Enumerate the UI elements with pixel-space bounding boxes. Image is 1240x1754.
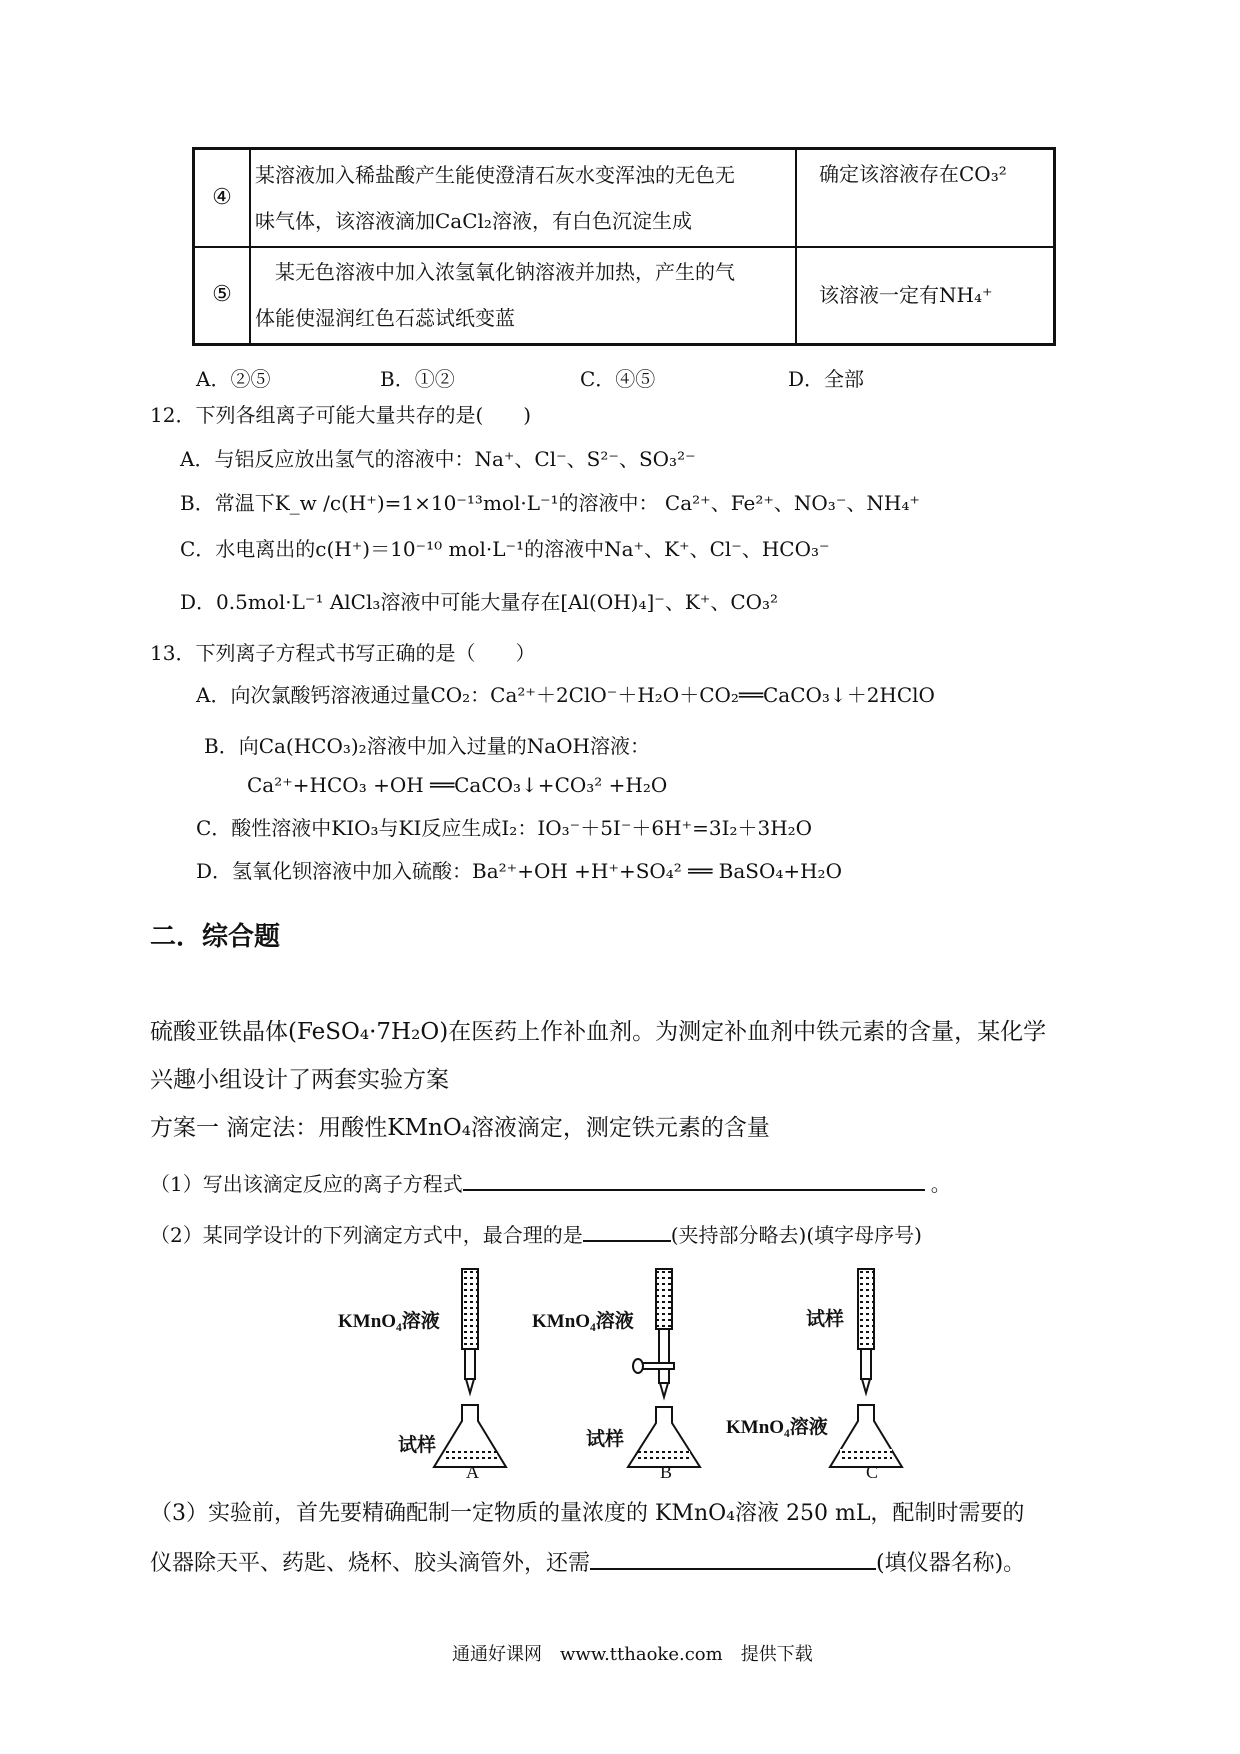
setup-b (628, 1269, 700, 1467)
q12-option-d: D．0.5mol·L⁻¹ AlCl₃溶液中可能大量存在[Al(OH)₄]⁻、K⁺、CO₃² (180, 590, 779, 614)
caption-b: B (660, 1462, 673, 1482)
q11-option-c: C．④⑤ (580, 367, 656, 391)
answer-blank-3[interactable] (590, 1546, 876, 1570)
row-conclusion: 确定该溶液存在CO₃² (796, 149, 1055, 247)
sub-question-3-line2 (150, 1542, 1025, 1586)
burette-b-tip (660, 1383, 668, 1397)
options-table (192, 147, 1056, 346)
row-description (250, 247, 796, 345)
table-row (194, 247, 1055, 345)
burette-a (462, 1269, 478, 1349)
sub-question-3-text: 仪器除天平、药匙、烧杯、胶头滴管外，还需 (150, 1551, 591, 1576)
q12-option-a: A．与铝反应放出氢气的溶液中：Na⁺、Cl⁻、S²⁻、SO₃²⁻ (180, 447, 696, 471)
flask-c-solution (840, 1449, 892, 1463)
page-footer: 通通好课网 www.tthaoke.com 提供下载 (452, 1644, 813, 1665)
intro-line: 硫酸亚铁晶体(FeSO₄·7H₂O)在医药上作补血剂。为测定补血剂中铁元素的含量，某化学 (150, 1019, 1047, 1045)
q13-option-a: A．向次氯酸钙溶液通过量CO₂：Ca²⁺＋2ClO⁻＋H₂O＋CO₂══CaCO₃↓＋2HClO (196, 683, 935, 707)
intro-line: 兴趣小组设计了两套实验方案 (150, 1067, 449, 1093)
burette-a-tip (466, 1379, 474, 1393)
caption-c: C (866, 1462, 879, 1482)
label-c-top: 试样 (806, 1309, 845, 1330)
q11-option-a: A．②⑤ (196, 367, 271, 391)
description-line: 某溶液加入稀盐酸产生能使澄清石灰水变浑浊的无色无 (255, 162, 735, 187)
sub-question-1-text: （1）写出该滴定反应的离子方程式 (150, 1172, 463, 1196)
stopcock-b-handle (633, 1359, 643, 1373)
q11-option-d: D．全部 (788, 367, 865, 391)
q12-option-b: B．常温下K_w /c(H⁺)=1×10⁻¹³mol·L⁻¹的溶液中： Ca²⁺、Fe²⁺、NO₃⁻、NH₄⁺ (180, 491, 920, 515)
row-number: ⑤ (194, 247, 251, 345)
q13-option-d: D．氢氧化钡溶液中加入硫酸：Ba²⁺+OH +H⁺+SO₄² ══ BaSO₄+H₂O (196, 859, 842, 883)
sub-question-3-tail: (填仪器名称)。 (876, 1551, 1026, 1576)
q11-option-b: B．①② (380, 367, 455, 391)
q13-option-c: C．酸性溶液中KIO₃与KI反应生成I₂：IO₃⁻＋5I⁻＋6H⁺=3I₂＋3H₂O (196, 816, 813, 840)
q13-option-b-equation: Ca²⁺+HCO₃ +OH ══CaCO₃↓+CO₃² +H₂O (247, 773, 668, 797)
description-line: 味气体，该溶液滴加CaCl₂溶液，有白色沉淀生成 (255, 208, 692, 233)
answer-blank-2[interactable] (583, 1218, 671, 1242)
burette-a-tube (465, 1349, 475, 1379)
sub-question-1 (150, 1167, 951, 1199)
table-row (194, 149, 1055, 247)
row-description (250, 149, 796, 247)
q12-stem: 12．下列各组离子可能大量共存的是( ) (150, 403, 532, 427)
description-line: 体能使湿润红色石蕊试纸变蓝 (255, 306, 515, 331)
burette-c-tip (862, 1379, 870, 1393)
sub-question-3-line1: （3）实验前，首先要精确配制一定物质的量浓度的 KMnO₄溶液 250 mL，配制时需要的 (150, 1501, 1025, 1526)
section-title: 二．综合题 (150, 922, 281, 952)
sub-question-2-tail: (夹持部分略去)(填字母序号) (670, 1223, 922, 1247)
description-line: 某无色溶液中加入浓氢氧化钠溶液并加热，产生的气 (255, 260, 735, 285)
plan-one: 方案一 滴定法：用酸性KMnO₄溶液滴定，测定铁元素的含量 (150, 1115, 770, 1141)
sub-question-2 (150, 1218, 922, 1250)
label-b-top: KMnO₄溶液 (532, 1311, 634, 1332)
label-a-top: KMnO₄溶液 (338, 1311, 440, 1332)
burette-c (858, 1269, 874, 1349)
q12-option-c: C．水电离出的c(H⁺)＝10⁻¹⁰ mol·L⁻¹的溶液中Na⁺、K⁺、Cl⁻、HCO₃⁻ (180, 537, 830, 561)
burette-c-tube (861, 1349, 871, 1379)
burette-b (656, 1269, 672, 1329)
label-c-bottom: KMnO₄溶液 (726, 1417, 828, 1438)
caption-a: A (466, 1462, 479, 1482)
sub-question-1-end: 。 (930, 1172, 951, 1196)
label-b-bottom: 试样 (586, 1429, 625, 1450)
row-conclusion: 该溶液一定有NH₄⁺ (796, 247, 1055, 345)
sub-question-2-text: （2）某同学设计的下列滴定方式中，最合理的是 (150, 1223, 583, 1247)
row-number: ④ (194, 149, 251, 247)
setup-a (434, 1269, 506, 1467)
answer-blank-1[interactable] (463, 1167, 925, 1191)
q13-option-b: B．向Ca(HCO₃)₂溶液中加入过量的NaOH溶液： (204, 734, 650, 758)
label-a-bottom: 试样 (398, 1435, 437, 1456)
q13-stem: 13．下列离子方程式书写正确的是（ ） (150, 641, 536, 665)
setup-c (830, 1269, 902, 1467)
burette-b-tube (659, 1329, 669, 1383)
